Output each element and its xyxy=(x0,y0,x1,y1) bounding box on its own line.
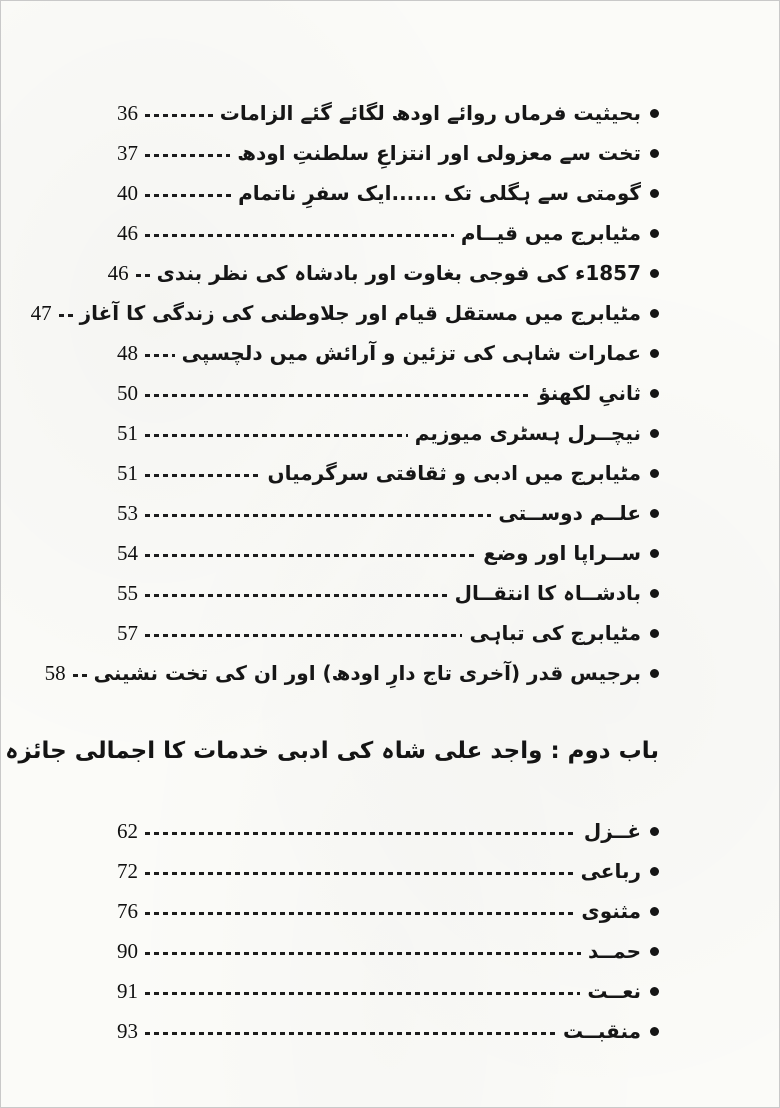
entry-title: ثانیِ لکھنؤ xyxy=(538,380,641,405)
entry-title: مثنوی xyxy=(581,898,641,923)
bullet-icon xyxy=(650,469,659,478)
dotted-leader-line xyxy=(145,474,261,477)
dotted-leader-line xyxy=(145,832,577,835)
dotted-leader-line xyxy=(59,314,73,317)
dotted-leader-line xyxy=(145,952,581,955)
toc-entry-row xyxy=(117,971,659,1011)
chapter-2-heading: باب دوم : واجد علی شاہ کی ادبی خدمات کا اجمالی جائزہ xyxy=(5,738,659,764)
toc-entry-row xyxy=(117,573,659,613)
bullet-icon xyxy=(650,149,659,158)
toc-entry-row xyxy=(117,173,659,213)
entry-title: غــزل xyxy=(583,818,641,843)
toc-entry-row xyxy=(117,613,659,653)
entry-page-number: 46 xyxy=(107,260,129,285)
toc-entry-row xyxy=(117,373,659,413)
bullet-icon xyxy=(650,669,659,678)
entry-title: عمارات شاہی کی تزئین و آرائش میں دلچسپی xyxy=(181,340,641,365)
toc-entry-row xyxy=(30,293,659,333)
dotted-leader-line xyxy=(145,554,476,557)
bullet-icon xyxy=(650,589,659,598)
dotted-leader-line xyxy=(145,114,213,117)
bullet-icon xyxy=(650,1027,659,1036)
dotted-leader-line xyxy=(145,394,531,397)
entry-title: علــم دوســتی xyxy=(498,500,641,525)
dotted-leader-line xyxy=(145,354,175,357)
entry-page-number: 40 xyxy=(117,180,138,205)
dotted-leader-line xyxy=(145,872,574,875)
toc-entry-row xyxy=(117,493,659,533)
dotted-leader-line xyxy=(145,1032,556,1035)
toc-entry-row xyxy=(117,333,659,373)
bullet-icon xyxy=(650,509,659,518)
entry-title: بادشــاہ کا انتقــال xyxy=(454,580,641,605)
entry-page-number: 37 xyxy=(117,140,138,165)
bullet-icon xyxy=(650,429,659,438)
entry-page-number: 90 xyxy=(117,938,138,963)
bullet-icon xyxy=(650,389,659,398)
entry-title: مٹیابرج میں مستقل قیام اور جلاوطنی کی زندگی کا آغاز xyxy=(79,300,641,325)
entry-page-number: 51 xyxy=(117,420,138,445)
entry-title: رباعی xyxy=(580,858,641,883)
toc-entry-row xyxy=(44,653,659,693)
bullet-icon xyxy=(650,629,659,638)
dotted-leader-line xyxy=(136,274,150,277)
toc-entry-row xyxy=(117,133,659,173)
toc-entry-row xyxy=(117,453,659,493)
dotted-leader-line xyxy=(145,234,454,237)
dotted-leader-line xyxy=(145,194,231,197)
bullet-icon xyxy=(650,987,659,996)
dotted-leader-line xyxy=(145,912,574,915)
entry-page-number: 58 xyxy=(44,660,66,685)
entry-page-number: 93 xyxy=(117,1018,138,1043)
bullet-icon xyxy=(650,549,659,558)
entry-page-number: 48 xyxy=(117,340,138,365)
bullet-icon xyxy=(650,867,659,876)
bullet-icon xyxy=(650,947,659,956)
entry-page-number: 54 xyxy=(117,540,138,565)
entry-page-number: 55 xyxy=(117,580,138,605)
bullet-icon xyxy=(650,827,659,836)
entry-page-number: 72 xyxy=(117,858,138,883)
toc-entry-row xyxy=(117,413,659,453)
bullet-icon xyxy=(650,907,659,916)
entry-page-number: 91 xyxy=(117,978,138,1003)
entry-page-number: 53 xyxy=(117,500,138,525)
entry-title: ســراپا اور وضع xyxy=(483,540,641,565)
entry-page-number: 36 xyxy=(117,100,138,125)
bullet-icon xyxy=(650,309,659,318)
entry-title: 1857ء کی فوجی بغاوت اور بادشاہ کی نظر بندی xyxy=(156,260,641,285)
entry-page-number: 47 xyxy=(30,300,52,325)
entry-page-number: 50 xyxy=(117,380,138,405)
toc-entry-row xyxy=(117,931,659,971)
entry-title: تخت سے معزولی اور انتزاعِ سلطنتِ اودھ xyxy=(237,140,641,165)
bullet-icon xyxy=(650,229,659,238)
toc-section-chapter-1 xyxy=(30,93,659,693)
entry-title: حمــد xyxy=(587,938,641,963)
entry-page-number: 51 xyxy=(117,460,138,485)
toc-entry-row xyxy=(117,533,659,573)
bullet-icon xyxy=(650,109,659,118)
toc-entry-row xyxy=(117,811,659,851)
entry-title: برجیس قدر (آخری تاج دارِ اودھ) اور ان کی تخت نشینی xyxy=(93,660,641,685)
bullet-icon xyxy=(650,349,659,358)
entry-title: مٹیابرج میں ادبی و ثقافتی سرگرمیاں xyxy=(267,460,641,485)
dotted-leader-line xyxy=(145,634,462,637)
dotted-leader-line xyxy=(73,674,87,677)
bullet-icon xyxy=(650,189,659,198)
dotted-leader-line xyxy=(145,154,230,157)
entry-page-number: 57 xyxy=(117,620,138,645)
toc-entry-row xyxy=(117,891,659,931)
toc-entry-row xyxy=(117,851,659,891)
entry-title: منقبــت xyxy=(563,1018,641,1043)
toc-section-chapter-2 xyxy=(117,811,659,1051)
entry-title: مٹیابرج کی تباہی xyxy=(469,620,641,645)
dotted-leader-line xyxy=(145,514,491,517)
dotted-leader-line xyxy=(145,434,408,437)
entry-title: بحیثیت فرماں روائے اودھ لگائے گئے الزامات xyxy=(219,100,641,125)
entry-title: مٹیابرج میں قیــام xyxy=(460,220,641,245)
entry-title: گومتی سے ہگلی تک ......ایک سفرِ ناتمام xyxy=(238,180,641,205)
entry-title: نعــت xyxy=(587,978,641,1003)
dotted-leader-line xyxy=(145,992,580,995)
toc-entry-row xyxy=(117,213,659,253)
toc-entry-row xyxy=(107,253,659,293)
toc-entry-row xyxy=(117,93,659,133)
entry-page-number: 62 xyxy=(117,818,138,843)
entry-title: نیچــرل ہسٹری میوزیم xyxy=(414,420,641,445)
toc-entry-row xyxy=(117,1011,659,1051)
bullet-icon xyxy=(650,269,659,278)
entry-page-number: 76 xyxy=(117,898,138,923)
entry-page-number: 46 xyxy=(117,220,138,245)
dotted-leader-line xyxy=(145,594,448,597)
